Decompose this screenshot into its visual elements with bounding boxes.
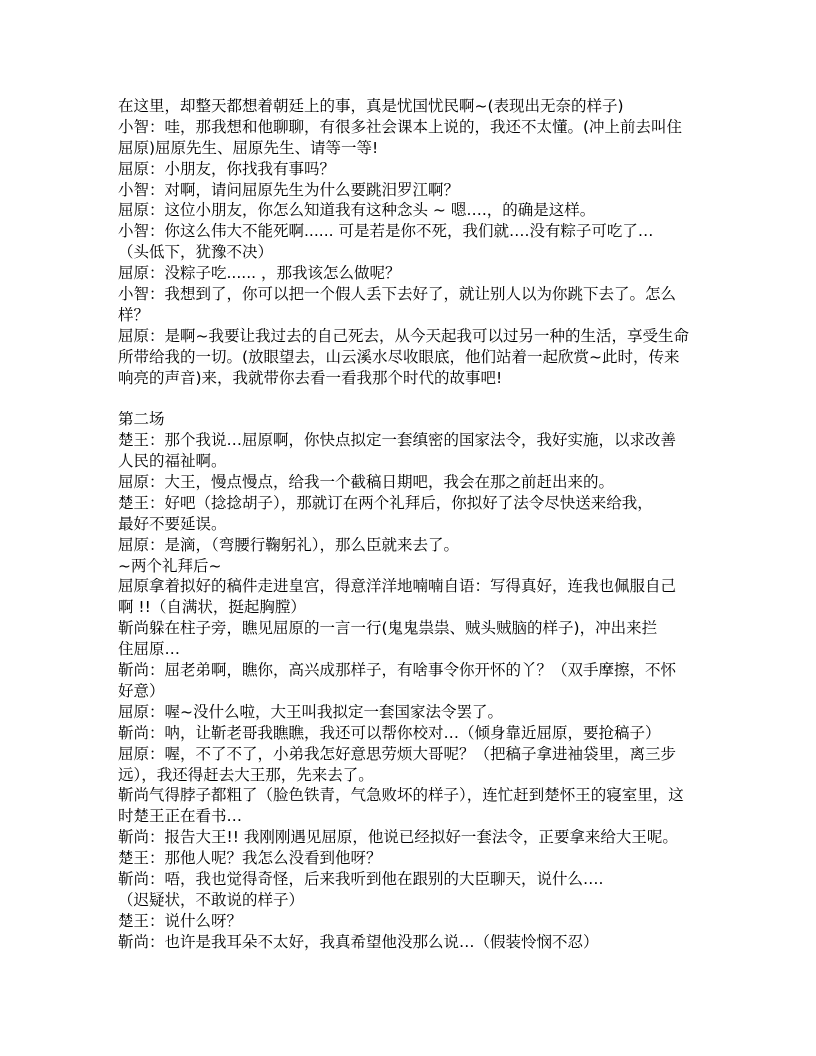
text-line: 屈原：喔，不了不了，小弟我怎好意思劳烦大哥呢？（把稿子拿进袖袋里，离三步: [118, 744, 677, 763]
text-line: 屈原：这位小朋友，你怎么知道我有这种念头 ~ 嗯….，的确是这样。: [118, 201, 596, 220]
text-line: 好意）: [118, 681, 165, 700]
text-line: 样？: [118, 305, 150, 324]
text-line: 靳尚：报告大王!! 我刚刚遇见屈原，他说已经拟好一套法令，正要拿来给大王呢。: [118, 828, 678, 847]
text-line: 楚王：说什么呀？: [118, 911, 243, 930]
text-line: 小智：你这么伟大不能死啊...... 可是若是你不死，我们就….没有粽子可吃了…: [118, 222, 654, 241]
text-line: 响亮的声音)来，我就带你去看一看我那个时代的故事吧!: [118, 368, 503, 387]
text-line: （头低下，犹豫不决）: [118, 243, 274, 262]
text-line: 小智：哇，那我想和他聊聊，有很多社会课本上说的，我还不太懂。(冲上前去叫住: [118, 117, 683, 136]
text-line: 屈原：大王，慢点慢点，给我一个截稿日期吧，我会在那之前赶出来的。: [118, 473, 615, 492]
text-line: 屈原拿着拟好的稿件走进皇宫，得意洋洋地喃喃自语：写得真好，连我也佩服自己: [118, 577, 677, 596]
text-line: 人民的福祉啊。: [118, 452, 227, 471]
text-line: 最好不要延误。: [118, 514, 227, 533]
text-line: 住屈原…: [118, 640, 181, 659]
text-line: 第二场: [118, 410, 165, 429]
text-line: 时楚王正在看书…: [118, 807, 243, 826]
text-line: 啊 !!（自满状，挺起胸膛）: [118, 598, 306, 617]
text-line: （迟疑状，不敢说的样子）: [118, 890, 305, 909]
text-line: 小智：我想到了，你可以把一个假人丢下去好了，就让别人以为你跳下去了。怎么: [118, 285, 677, 304]
text-line: ~两个礼拜后~: [118, 556, 222, 575]
text-line: 屈原：没粽子吃...... ，那我该怎么做呢？: [118, 264, 401, 283]
text-line: 小智：对啊，请问屈原先生为什么要跳汨罗江啊？: [118, 180, 460, 199]
blank-line: [118, 388, 706, 409]
text-line: 楚王：那他人呢？我怎么没看到他呀？: [118, 849, 382, 868]
text-line: 靳尚：屈老弟啊，瞧你，高兴成那样子，有啥事令你开怀的丫？（双手摩擦，不怀: [118, 661, 677, 680]
text-line: 屈原)屈原先生、屈原先生、请等一等!: [118, 138, 379, 157]
text-line: 楚王：那个我说…屈原啊，你快点拟定一套缜密的国家法令，我好实施，以求改善: [118, 431, 677, 450]
text-line: 靳尚：也许是我耳朵不太好，我真希望他没那么说…（假装怜悯不忍）: [118, 932, 599, 951]
text-line: 靳尚：唔，我也觉得奇怪，后来我听到他在跟别的大臣聊天，说什么….: [118, 869, 604, 888]
text-line: 远），我还得赶去大王那，先来去了。: [118, 765, 374, 784]
text-line: 在这里，却整天都想着朝廷上的事，真是忧国忧民啊~(表现出无奈的样子): [118, 97, 624, 115]
text-line: 所带给我的一切。(放眼望去，山云溪水尽收眼底，他们站着一起欣赏~此时，传来: [118, 347, 680, 366]
text-line: 屈原：是啊~我要让我过去的自己死去，从今天起我可以过另一种的生活，享受生命: [118, 326, 689, 345]
text-line: 屈原：是滴，（弯腰行鞠躬礼），那么臣就来去了。: [118, 535, 460, 554]
text-line: 屈原：喔~没什么啦，大王叫我拟定一套国家法令罢了。: [118, 702, 503, 721]
text-line: 靳尚气得脖子都粗了（脸色铁青，气急败坏的样子），连忙赶到楚怀王的寝室里，这: [118, 786, 684, 805]
text-line: 楚王：好吧（捻捻胡子），那就订在两个礼拜后，你拟好了法令尽快送来给我，: [118, 493, 653, 512]
text-line: 靳尚：呐，让靳老哥我瞧瞧，我还可以帮你校对…（倾身靠近屈原，要抢稿子）: [118, 723, 661, 742]
text-line: 屈原：小朋友，你找我有事吗？: [118, 159, 336, 178]
text-line: 靳尚躲在柱子旁，瞧见屈原的一言一行(鬼鬼祟祟、贼头贼脑的样子)，冲出来拦: [118, 619, 658, 638]
